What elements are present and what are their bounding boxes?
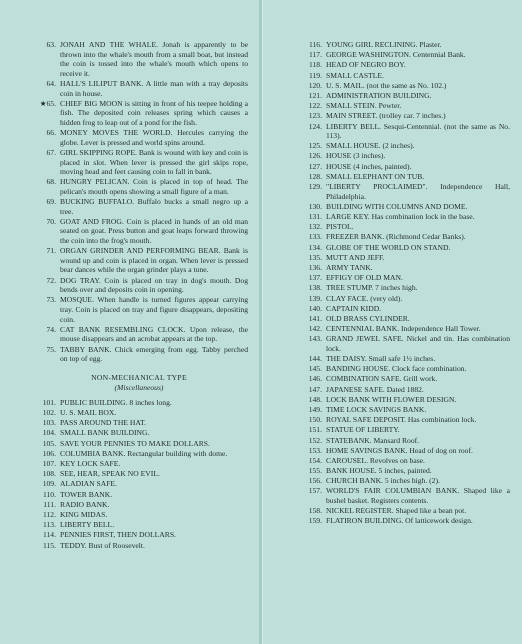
list-item — [30, 99, 248, 128]
list-item — [30, 520, 248, 530]
item-description: TOWER BANK. — [60, 489, 113, 499]
page-fold-divider — [259, 0, 262, 644]
list-item — [296, 294, 510, 304]
list-item — [296, 405, 510, 415]
item-number: 106. — [42, 448, 56, 458]
list-item — [30, 398, 248, 408]
item-description: BUCKING BUFFALO. Buffalo bucks a small negro up a tree. — [60, 197, 248, 216]
list-item — [296, 283, 510, 293]
item-number: 151. — [308, 425, 322, 435]
list-item — [30, 490, 248, 500]
item-number: 70. — [46, 216, 56, 226]
item-number: 145. — [308, 364, 322, 374]
item-description: CAT BANK RESEMBLING CLOCK. Upon release, the mouse disappears and an acrobat appears at the top. — [60, 324, 248, 344]
item-description: GOAT AND FROG. Coin is placed in hands of an old man seated on goat. Press button and goat leaps forward throwing the coin into the frog's mouth. — [60, 216, 248, 246]
item-description: MOSQUE. When handle is turned figures appear carrying tray. Coin is placed on tray and figure disappears, depositing coin. — [60, 295, 248, 324]
item-number: 124. — [308, 121, 322, 131]
item-description: PENNIES FIRST, THEN DOLLARS. — [60, 530, 176, 540]
list-item — [296, 212, 510, 222]
item-description: YOUNG GIRL RECLINING. Plaster. — [326, 40, 442, 49]
list-item — [296, 304, 510, 314]
item-number: 137. — [308, 273, 322, 283]
item-number: 107. — [42, 459, 56, 469]
item-number: 72. — [46, 275, 56, 285]
list-item — [30, 469, 248, 479]
item-number: 64. — [46, 78, 56, 88]
item-description: HALL'S LILIPUT BANK. A little man with a tray deposits coin in house. — [60, 78, 248, 98]
item-number: 152. — [308, 435, 322, 445]
item-number: 113. — [42, 520, 56, 530]
list-item — [296, 40, 510, 50]
list-item — [296, 476, 510, 486]
list-item — [296, 50, 510, 60]
item-description: CAROUSEL. Revolves on base. — [326, 455, 425, 465]
item-description: ADMINISTRATION BUILDING. — [326, 90, 432, 100]
item-number: 131. — [308, 212, 322, 221]
list-item — [30, 510, 248, 520]
item-number: 135. — [308, 252, 322, 262]
list-item — [296, 324, 510, 334]
list-item — [30, 439, 248, 449]
item-description: GIRL SKIPPING ROPE. Bank is wound with key and coin is placed in slot. When lever is pressed the girl skips rope, moving head and feet causing coin to fall in bank. — [60, 147, 248, 177]
item-number: 109. — [42, 479, 56, 489]
list-item — [296, 466, 510, 476]
item-description: HOME SAVINGS BANK. Head of dog on roof. — [326, 445, 473, 455]
item-description: STATUE OF LIBERTY. — [326, 425, 400, 435]
item-number: 128. — [308, 171, 322, 181]
list-item — [30, 408, 248, 418]
list-item — [296, 91, 510, 101]
item-description: CHIEF BIG MOON is sitting in front of his teepee holding a fish. The deposited coin releases spring which causes a hidden frog to leap out of a pond for the fish. — [60, 98, 248, 127]
item-number: 110. — [42, 489, 56, 499]
item-description: HOUSE (3 inches). — [326, 151, 386, 161]
list-item — [30, 325, 248, 344]
item-number: 121. — [308, 90, 322, 100]
item-description: STATEBANK. Mansard Roof. — [326, 435, 420, 445]
item-number: 118. — [308, 60, 322, 70]
item-description: EFFIGY OF OLD MAN. — [326, 273, 403, 283]
item-description: HEAD OF NEGRO BOY. — [326, 60, 406, 70]
list-item — [30, 148, 248, 177]
list-item — [296, 232, 510, 242]
item-description: CAPTAIN KIDD. — [326, 303, 382, 313]
item-number: 68. — [46, 177, 56, 187]
item-number: ★65. — [39, 98, 56, 108]
item-number: 132. — [308, 222, 322, 232]
item-number: 159. — [308, 516, 322, 526]
item-description: SMALL BANK BUILDING. — [60, 428, 150, 438]
list-item — [296, 111, 510, 121]
item-number: 114. — [42, 530, 56, 540]
item-number: 74. — [46, 324, 56, 334]
list-item — [296, 151, 510, 161]
left-column — [30, 40, 248, 551]
list-item — [30, 418, 248, 428]
list-item — [30, 276, 248, 295]
item-description: GEORGE WASHINGTON. Centennial Bank. — [326, 50, 466, 60]
list-item — [296, 334, 510, 353]
list-item — [296, 253, 510, 263]
item-description: ORGAN GRINDER AND PERFORMING BEAR. Bank is wound up and coin is placed in organ. When lever is pressed bear dances while the organ grinder plays a tune. — [60, 246, 248, 275]
item-number: 71. — [46, 246, 56, 256]
item-number: 140. — [308, 303, 322, 313]
item-description: PASS AROUND THE HAT. — [60, 418, 146, 428]
item-description: KEY LOCK SAFE. — [60, 459, 121, 469]
item-number: 120. — [308, 80, 322, 90]
item-number: 122. — [308, 101, 322, 111]
list-item — [30, 449, 248, 459]
item-description: TABBY BANK. Chick emerging from egg. Tabby perched on top of egg. — [60, 344, 248, 364]
list-item — [30, 295, 248, 324]
item-number: 119. — [308, 70, 322, 80]
item-number: 104. — [42, 428, 56, 438]
item-description: TIME LOCK SAVINGS BANK. — [326, 404, 427, 414]
list-item — [296, 446, 510, 456]
mechanical-banks-list — [30, 40, 248, 364]
item-number: 142. — [308, 324, 322, 334]
item-description: BUILDING WITH COLUMNS AND DOME. — [326, 201, 468, 211]
item-number: 156. — [308, 476, 322, 486]
item-description: ALADIAN SAFE. — [60, 479, 117, 489]
list-item — [296, 182, 510, 201]
list-item — [296, 122, 510, 141]
item-number: 148. — [308, 394, 322, 404]
list-item — [296, 141, 510, 151]
item-description: LIBERTY BELL. — [60, 520, 115, 530]
item-description: GRAND JEWEL SAFE. Nickel and tin. Has combination lock. — [326, 334, 510, 353]
item-description: MONEY MOVES THE WORLD. Hercules carrying the globe. Lever is pressed and world spins around. — [60, 128, 248, 147]
item-number: 147. — [308, 384, 322, 394]
item-number: 153. — [308, 445, 322, 455]
item-number: 129. — [308, 182, 322, 192]
item-description: MAIN STREET. (trolley car. 7 inches.) — [326, 111, 446, 121]
item-description: SMALL HOUSE. (2 inches). — [326, 141, 415, 151]
item-description: HUNGRY PELICAN. Coin is placed in top of head. The pelican's mouth opens showing a small figure of a man. — [60, 177, 248, 196]
item-description: SEE, HEAR, SPEAK NO EVIL. — [60, 469, 160, 479]
list-item — [296, 415, 510, 425]
item-description: ARMY TANK. — [326, 262, 373, 272]
item-number: 111. — [43, 499, 56, 509]
item-description: LARGE KEY. Has combination lock in the base. — [326, 212, 475, 221]
item-description: SMALL STEIN. Pewter. — [326, 101, 402, 111]
list-item — [296, 71, 510, 81]
section-title: NON-MECHANICAL TYPE — [91, 372, 187, 382]
item-number: 150. — [308, 415, 322, 425]
item-number: 136. — [308, 262, 322, 272]
list-item — [296, 273, 510, 283]
list-item — [296, 101, 510, 111]
item-description: SMALL ELEPHANT ON TUB. — [326, 171, 425, 181]
item-description: THE DAISY. Small safe 1½ inches. — [326, 354, 436, 364]
list-item — [296, 222, 510, 232]
item-number: 67. — [46, 147, 56, 157]
item-description: CLAY FACE. (very old). — [326, 293, 403, 303]
list-item — [296, 81, 510, 91]
item-number: 127. — [308, 161, 322, 171]
item-description: RADIO BANK. — [60, 499, 110, 509]
item-number: 157. — [308, 486, 322, 496]
item-number: 158. — [308, 506, 322, 516]
right-column — [296, 40, 510, 527]
list-item — [296, 385, 510, 395]
list-item — [296, 374, 510, 384]
item-description: LOCK BANK WITH FLOWER DESIGN. — [326, 394, 457, 404]
item-number: 126. — [308, 151, 322, 161]
item-description: CHURCH BANK. 5 inches high. (2). — [326, 476, 440, 486]
item-description: JAPANESE SAFE. Dated 1882. — [326, 384, 424, 394]
list-item — [30, 541, 248, 551]
item-description: BANDING HOUSE. Clock face combination. — [326, 364, 467, 374]
item-description: HOUSE (4 inches, painted). — [326, 161, 412, 171]
item-description: FLATIRON BUILDING. Of latticework design. — [326, 516, 473, 526]
list-item — [30, 246, 248, 275]
list-item — [296, 314, 510, 324]
item-description: MUTT AND JEFF. — [326, 252, 385, 262]
item-number: 134. — [308, 242, 322, 252]
list-item — [30, 345, 248, 364]
item-number: 103. — [42, 418, 56, 428]
non-mechanical-banks-list — [30, 398, 248, 550]
item-description: PUBLIC BUILDING. 8 inches long. — [60, 397, 172, 407]
item-number: 123. — [308, 111, 322, 121]
item-description: ROYAL SAFE DEPOSIT. Has combination lock. — [326, 415, 477, 425]
item-description: TEDDY. Bust of Roosevelt. — [60, 540, 145, 550]
list-item — [296, 162, 510, 172]
item-number: 112. — [42, 509, 56, 519]
section-subtitle: (Miscellaneous) — [114, 383, 164, 393]
item-description: U. S. MAIL BOX. — [60, 408, 117, 418]
item-description: PISTOL. — [326, 222, 354, 232]
item-number: 149. — [308, 404, 322, 414]
item-description: GLOBE OF THE WORLD ON STAND. — [326, 242, 451, 252]
item-description: U. S. MAIL. (not the same as No. 102.) — [326, 80, 447, 90]
item-description: COMBINATION SAFE. Grill work. — [326, 374, 438, 384]
list-item — [296, 354, 510, 364]
item-description: SAVE YOUR PENNIES TO MAKE DOLLARS. — [60, 438, 210, 448]
item-number: 105. — [42, 438, 56, 448]
list-item — [30, 177, 248, 196]
item-number: 141. — [308, 313, 322, 323]
list-item — [296, 364, 510, 374]
item-description: TREE STUMP. 7 inches high. — [326, 283, 418, 293]
item-description: "LIBERTY PROCLAIMED". Independence Hall, Philadelphia. — [326, 182, 510, 201]
item-description: CENTENNIAL BANK. Independence Hall Tower. — [326, 324, 481, 334]
list-item — [296, 395, 510, 405]
list-item — [296, 506, 510, 516]
item-description: FREEZER BANK. (Richmond Cedar Banks). — [326, 232, 466, 242]
list-item — [296, 172, 510, 182]
item-description: JONAH AND THE WHALE. Jonah is apparently to be thrown into the whale's mouth from a small boat, but instead the coin is tossed into the whale's mouth which opens to receive it. — [60, 40, 248, 78]
item-number: 102. — [42, 408, 56, 418]
item-number: 125. — [308, 141, 322, 151]
list-item — [296, 263, 510, 273]
item-number: 101. — [42, 397, 56, 407]
item-description: COLUMBIA BANK. Rectangular building with dome. — [60, 448, 228, 458]
item-number: 117. — [308, 50, 322, 60]
list-item — [30, 40, 248, 78]
list-item — [296, 436, 510, 446]
item-number: 115. — [42, 540, 56, 550]
item-description: DOG TRAY. Coin is placed on tray in dog's mouth. Dog bends over and deposits coin in opening. — [60, 275, 248, 295]
list-item — [30, 500, 248, 510]
list-item — [296, 202, 510, 212]
item-description: LIBERTY BELL. Sesqui-Centennial. (not the same as No. 113). — [326, 121, 510, 141]
item-number: 138. — [308, 283, 322, 293]
list-item — [296, 425, 510, 435]
item-number: 139. — [308, 293, 322, 303]
item-number: 144. — [308, 354, 322, 364]
item-number: 133. — [308, 232, 322, 242]
item-description: WORLD'S FAIR COLUMBIAN BANK. Shaped like a bushel basket. Registers contents. — [326, 486, 510, 506]
list-item — [296, 516, 510, 526]
item-number: 154. — [308, 455, 322, 465]
list-item — [30, 459, 248, 469]
item-number: 116. — [308, 40, 322, 49]
item-description: KING MIDAS. — [60, 509, 108, 519]
item-number: 108. — [42, 469, 56, 479]
item-number: 63. — [46, 40, 56, 49]
list-item — [30, 530, 248, 540]
list-item — [296, 486, 510, 505]
item-number: 143. — [308, 334, 322, 344]
list-item — [296, 456, 510, 466]
banks-list-continued — [296, 40, 510, 526]
item-number: 130. — [308, 201, 322, 211]
list-item — [30, 428, 248, 438]
list-item — [30, 217, 248, 246]
list-item — [30, 79, 248, 98]
item-number: 75. — [46, 344, 56, 354]
item-description: SMALL CASTLE. — [326, 70, 384, 80]
item-description: BANK HOUSE. 5 inches, painted. — [326, 466, 432, 476]
item-description: NICKEL REGISTER. Shaped like a bean pot. — [326, 506, 467, 516]
item-number: 146. — [308, 374, 322, 384]
list-item — [30, 197, 248, 216]
item-number: 73. — [46, 295, 56, 305]
list-item — [296, 243, 510, 253]
list-item — [296, 60, 510, 70]
item-number: 69. — [46, 197, 56, 207]
list-item — [30, 479, 248, 489]
list-item — [30, 128, 248, 147]
item-number: 155. — [308, 466, 322, 476]
item-description: OLD BRASS CYLINDER. — [326, 313, 410, 323]
item-number: 66. — [46, 128, 56, 138]
